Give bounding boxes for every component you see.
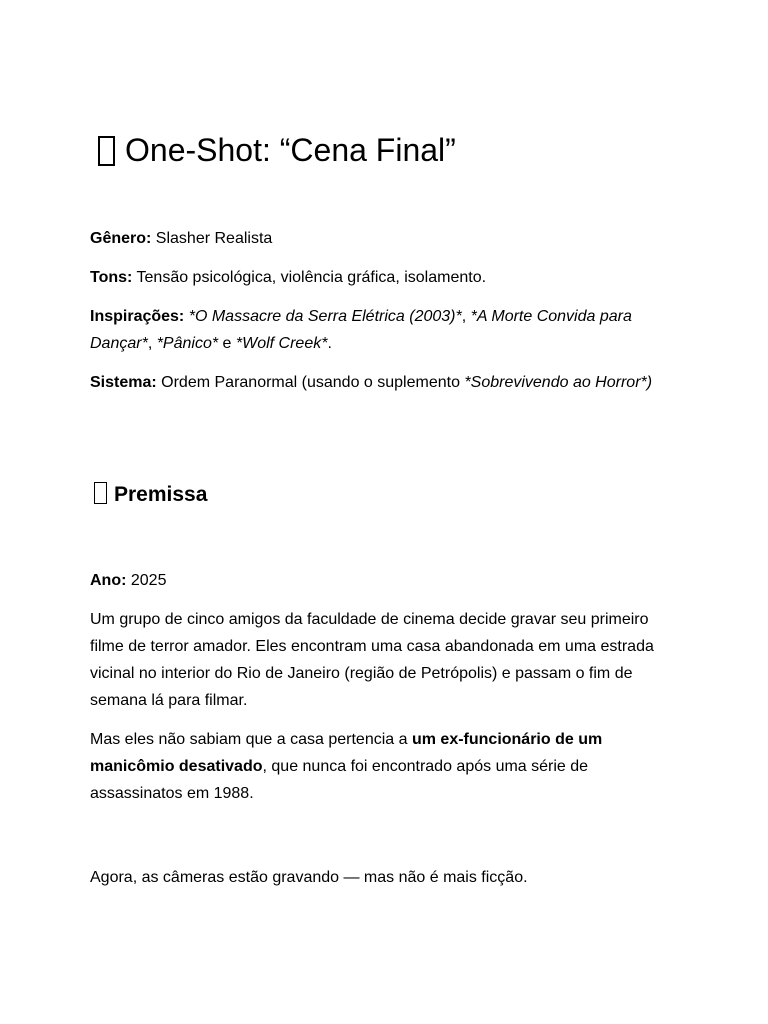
- tones-value: Tensão psicológica, violência gráfica, isolamento.: [132, 269, 487, 286]
- paragraph-2-start: Mas eles não sabiam que a casa pertencia a: [90, 731, 412, 748]
- missing-glyph-icon: [98, 136, 115, 166]
- inspiration-separator: ,: [147, 335, 157, 352]
- inspirations-label: Inspirações:: [90, 308, 185, 325]
- tones-label: Tons:: [90, 269, 133, 286]
- premise-section: [90, 567, 680, 819]
- system-value: Ordem Paranormal (usando o suplemento: [156, 374, 465, 391]
- premise-paragraph-2: [90, 726, 680, 807]
- genre-label: Gênero:: [90, 230, 152, 247]
- premise-heading-text: Premissa: [114, 483, 208, 506]
- metadata-section: [90, 225, 680, 408]
- system-label: Sistema:: [90, 374, 157, 391]
- page-title: [98, 128, 456, 172]
- year-value: 2025: [126, 572, 167, 589]
- inspirations-line: [90, 303, 680, 357]
- year-label: Ano:: [90, 572, 127, 589]
- system-line: [90, 369, 680, 396]
- inspiration-item: *O Massacre da Serra Elétrica (2003)*: [188, 308, 462, 325]
- page-title-text: One-Shot: “Cena Final”: [125, 132, 456, 168]
- inspiration-separator: ,: [461, 308, 471, 325]
- genre-line: [90, 225, 680, 252]
- inspiration-end: .: [327, 335, 332, 352]
- inspiration-separator: e: [218, 335, 236, 352]
- inspiration-item: *Wolf Creek*: [235, 335, 328, 352]
- paragraph-2-bold: um ex-funcionário de um manicômio desativado: [90, 731, 603, 775]
- closing-line: Agora, as câmeras estão gravando — mas não é mais ficção.: [90, 869, 528, 886]
- tones-line: [90, 264, 680, 291]
- inspiration-item: *Pânico*: [156, 335, 219, 352]
- missing-glyph-icon: [94, 482, 107, 504]
- genre-value: Slasher Realista: [151, 230, 273, 247]
- premise-heading: [94, 480, 207, 510]
- year-line: [90, 567, 680, 594]
- inspiration-item: *A Morte Convida para Dançar*: [90, 308, 632, 352]
- system-supplement: *Sobrevivendo ao Horror*): [464, 374, 653, 391]
- premise-paragraph-1: Um grupo de cinco amigos da faculdade de cinema decide gravar seu primeiro filme de terror amador. Eles encontram uma casa abandonada em uma estrada vicinal no interior do Rio de Janeiro (região de Petrópolis) e passam o fim de semana lá para filmar.: [90, 611, 654, 709]
- paragraph-2-end: , que nunca foi encontrado após uma série de assassinatos em 1988.: [90, 758, 589, 802]
